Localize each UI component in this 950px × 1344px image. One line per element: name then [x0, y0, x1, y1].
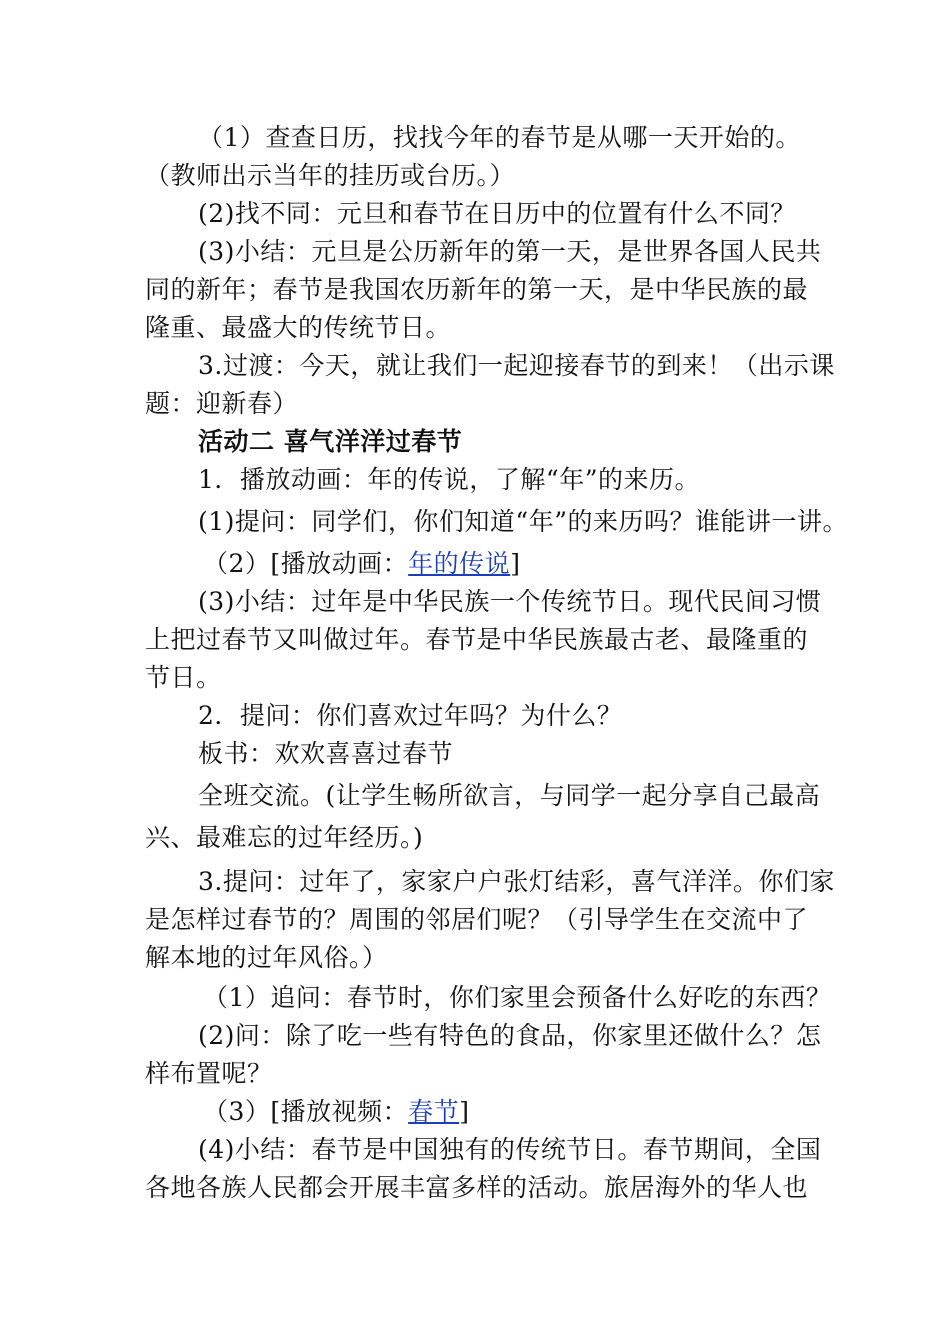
section-heading: 活动二 喜气洋洋过春节 [198, 427, 463, 456]
paragraph-line: 上把过春节又叫做过年。春节是中华民族最古老、最隆重的 [145, 625, 809, 654]
paragraph-line: 隆重、最盛大的传统节日。 [145, 313, 452, 342]
paragraph-line: (1)提问：同学们，你们知道“年”的来历吗？谁能讲一讲。 [198, 507, 848, 536]
paragraph-line: 解本地的过年风俗。） [145, 943, 388, 972]
text-prefix: （2）[播放动画： [203, 549, 409, 578]
paragraph-line: 2．提问：你们喜欢过年吗？为什么？ [198, 701, 623, 730]
text-suffix: ] [510, 549, 521, 578]
animation-link[interactable]: 年的传说 [408, 549, 511, 578]
paragraph-line: (2)问：除了吃一些有特色的食品，你家里还做什么？怎 [198, 1021, 822, 1050]
paragraph-line [203, 1093, 469, 1131]
paragraph-line: （1）追问：春节时，你们家里会预备什么好吃的东西？ [203, 983, 832, 1012]
paragraph-line: 板书：欢欢喜喜过春节 [198, 739, 454, 768]
paragraph-line: 同的新年；春节是我国农历新年的第一天，是中华民族的最 [145, 275, 809, 304]
paragraph-line: 题：迎新春） [145, 389, 299, 418]
text-suffix: ] [459, 1097, 470, 1126]
paragraph-line: 各地各族人民都会开展丰富多样的活动。旅居海外的华人也 [145, 1173, 809, 1202]
paragraph-line: (2)找不同：元旦和春节在日历中的位置有什么不同？ [198, 199, 796, 228]
paragraph-line [203, 545, 520, 583]
paragraph-line: 节日。 [145, 663, 222, 692]
paragraph-line: 兴、最难忘的过年经历。) [145, 823, 424, 852]
paragraph-line: (4)小结：春节是中国独有的传统节日。春节期间，全国 [198, 1135, 822, 1164]
video-link[interactable]: 春节 [408, 1097, 460, 1126]
paragraph-line: 样布置呢？ [145, 1059, 273, 1088]
paragraph-line: 3.提问：过年了，家家户户张灯结彩，喜气洋洋。你们家 [198, 867, 835, 896]
paragraph-line: （1）查查日历，找找今年的春节是从哪一天开始的。 [198, 123, 801, 152]
paragraph-line: （教师出示当年的挂历或台历。） [145, 161, 516, 190]
text-prefix: （3）[播放视频： [203, 1097, 409, 1126]
paragraph-line: 全班交流。(让学生畅所欲言，与同学一起分享自己最高 [198, 781, 821, 810]
paragraph-line: (3)小结：元旦是公历新年的第一天，是世界各国人民共 [198, 237, 822, 266]
paragraph-line: 是怎样过春节的？周围的邻居们呢？（引导学生在交流中了 [145, 905, 809, 934]
paragraph-line: 1．播放动画：年的传说，了解“年”的来历。 [198, 465, 700, 494]
paragraph-line: (3)小结：过年是中华民族一个传统节日。现代民间习惯 [198, 587, 822, 616]
paragraph-line: 3.过渡：今天，就让我们一起迎接春节的到来！（出示课 [198, 351, 835, 380]
